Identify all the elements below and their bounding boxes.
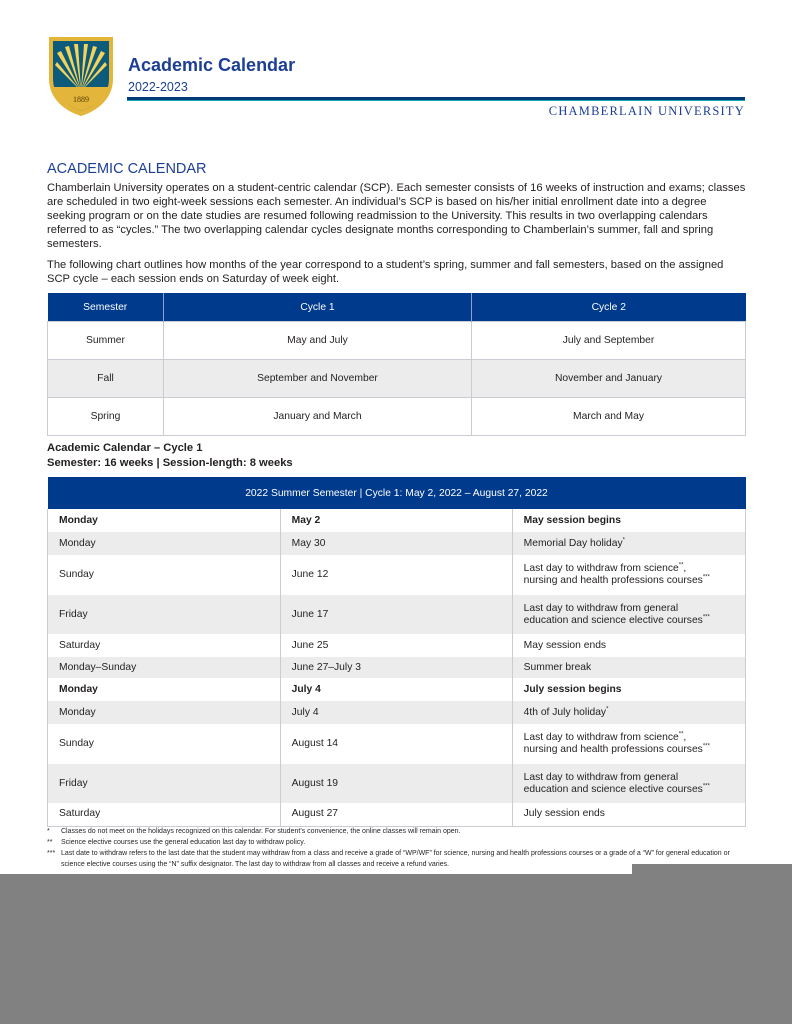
date-cell: June 12 (280, 555, 512, 595)
footnote-mark: *** (702, 743, 710, 750)
crest-year: 1889 (73, 95, 89, 104)
date-cell: July 4 (280, 678, 512, 701)
section-heading: ACADEMIC CALENDAR (47, 161, 207, 177)
day-cell: Monday–Sunday (48, 657, 281, 678)
document-title: Academic Calendar (128, 55, 296, 75)
footnote-text: Classes do not meet on the holidays recognized on this calendar. For student’s convenience, the online classes will remain open. (61, 828, 461, 835)
table-row (48, 764, 746, 803)
table-row (48, 555, 746, 595)
footnote-mark: ** (678, 731, 684, 738)
event-cell (512, 701, 745, 724)
table-cell: Fall (48, 360, 164, 398)
header-divider-accent (127, 100, 745, 101)
date-cell: June 25 (280, 634, 512, 657)
footnote-mark: * (606, 706, 609, 713)
footnote-mark: *** (47, 850, 56, 857)
column-header: Cycle 2 (472, 293, 746, 322)
table-cell: Summer (48, 322, 164, 360)
footnote (47, 837, 747, 848)
footnote-text: Science elective courses use the general education last day to withdraw policy. (61, 839, 306, 846)
table-row (48, 360, 746, 398)
cycle-heading: Academic Calendar – Cycle 1 (47, 442, 203, 454)
event-text-line1: Last day to withdraw from science (523, 563, 679, 574)
day-cell: Friday (48, 595, 281, 634)
day-cell: Monday (48, 509, 281, 532)
table-row (48, 657, 746, 678)
date-cell: August 27 (280, 803, 512, 826)
day-cell: Monday (48, 701, 281, 724)
table-header-row (48, 293, 746, 322)
day-cell: Monday (48, 532, 281, 555)
event-cell: July session ends (512, 803, 745, 826)
event-text-line2: nursing and health professions courses (523, 744, 703, 755)
table-cell: July and September (472, 322, 746, 360)
footnote-mark: *** (702, 783, 710, 790)
event-cell (512, 764, 745, 803)
table-row (48, 701, 746, 724)
day-cell: Friday (48, 764, 281, 803)
date-cell: July 4 (280, 701, 512, 724)
event-text-line2: nursing and health professions courses (523, 575, 703, 586)
date-cell: May 2 (280, 509, 512, 532)
date-cell: August 14 (280, 724, 512, 764)
table-cell: March and May (472, 398, 746, 436)
date-cell: June 17 (280, 595, 512, 634)
table-cell: November and January (472, 360, 746, 398)
table-row (48, 595, 746, 634)
university-wordmark: CHAMBERLAIN UNIVERSITY (548, 104, 745, 118)
table-cell: September and November (163, 360, 471, 398)
table-row (48, 398, 746, 436)
intro-paragraph-2: The following chart outlines how months of the year correspond to a student’s spring, summer and fall semesters, based on the assigned SCP cycle – each session ends on Saturday of week eight. (47, 259, 724, 285)
intro-paragraph-1: Chamberlain University operates on a student-centric calendar (SCP). Each semester consists of 16 weeks of instruction and exams; classes are scheduled in two eight-week sessions each semester. An individual’s SCP is based on his/her initial enrollment date into a degree seeking program or on the date studies are resumed following readmission to the University. This results in two overlapping calendars referred to as “cycles.” The two overlapping calendar cycles designate months corresponding to Chamberlain’s summer, fall and spring semesters. (47, 182, 746, 250)
table-row (48, 803, 746, 826)
day-cell: Monday (48, 678, 281, 701)
table-row (48, 509, 746, 532)
day-cell: Saturday (48, 803, 281, 826)
event-text-punct: , (683, 732, 687, 743)
footnote (47, 826, 747, 837)
table-cell: May and July (163, 322, 471, 360)
event-text: 4th of July holiday (523, 706, 607, 718)
table-row (48, 678, 746, 701)
event-cell (512, 724, 745, 764)
summer-semester-table (47, 477, 746, 827)
footnote-mark: * (47, 828, 50, 835)
table-row (48, 634, 746, 657)
day-cell: Sunday (48, 724, 281, 764)
table-row (48, 532, 746, 555)
event-cell (512, 555, 745, 595)
table-row (48, 322, 746, 360)
event-text-line2: education and science elective courses (523, 783, 703, 795)
cycle-overview-table (47, 293, 746, 436)
footnote-mark: *** (702, 614, 710, 621)
event-cell: May session ends (512, 634, 745, 657)
event-cell (512, 595, 745, 634)
footnote-mark: *** (702, 574, 710, 581)
day-cell: Saturday (48, 634, 281, 657)
date-cell: May 30 (280, 532, 512, 555)
table-row (48, 724, 746, 764)
event-cell: Summer break (512, 657, 745, 678)
footnote-mark: ** (678, 562, 684, 569)
table-header-row (48, 477, 746, 509)
event-text-punct: , (683, 563, 687, 574)
date-cell: June 27–July 3 (280, 657, 512, 678)
event-cell (512, 532, 745, 555)
day-cell: Sunday (48, 555, 281, 595)
footnote-text: Last date to withdraw refers to the last date that the student may withdraw from a class and receive a grade of “WP/WF” for science, nursing and health professions courses or a grade of a “W” for general education or science elective courses using the “N” suffix designator. The last day to withdraw from all classes and receive a refund varies. (61, 850, 730, 868)
cycle-subheading: Semester: 16 weeks | Session-length: 8 weeks (47, 457, 293, 469)
event-text: Memorial Day holiday (523, 537, 623, 549)
column-header: Cycle 1 (163, 293, 471, 322)
table-cell: Spring (48, 398, 164, 436)
event-cell: May session begins (512, 509, 745, 532)
event-text-line1: Last day to withdraw from general (523, 602, 679, 614)
column-header: Semester (48, 293, 164, 322)
event-text-line1: Last day to withdraw from general (523, 771, 679, 783)
semester-title: 2022 Summer Semester | Cycle 1: May 2, 2022 – August 27, 2022 (48, 477, 746, 509)
redaction-overlay (0, 874, 792, 1024)
document-year: 2022-2023 (128, 80, 188, 94)
university-crest-logo (47, 35, 115, 117)
footnote-mark: * (622, 537, 626, 544)
footnote-mark: ** (47, 839, 53, 846)
date-cell: August 19 (280, 764, 512, 803)
event-cell: July session begins (512, 678, 745, 701)
event-text-line1: Last day to withdraw from science (523, 732, 679, 743)
event-text-line2: education and science elective courses (523, 614, 703, 626)
table-cell: January and March (163, 398, 471, 436)
